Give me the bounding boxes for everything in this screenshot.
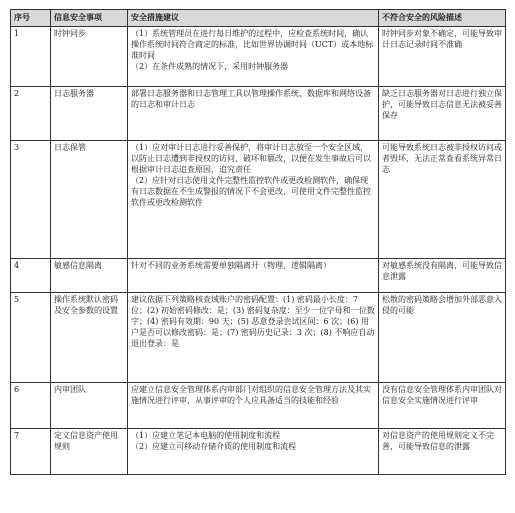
cell-no: 7	[11, 429, 51, 475]
cell-no: 4	[11, 259, 51, 293]
cell-risk: 松散的密码策略会增加外部恶意入侵的可能	[379, 293, 506, 383]
measure-line: 针对不同的业务系统需要单独隔离开（物理、逻辑隔离）	[131, 261, 331, 270]
measure-line: 建议依据下列策略核查域账户的密码配置：(1) 密码最小长度：7 位；(2) 初始密码修改：是；(3) 密码复杂度：至少一位字母和一位数字；(4) 密码有效期：90 天；(5) 恶意登录尝试区间：6 次；(6) 用户是否可以修改密码：是；(7) 密码历史记录：3 次；(8) 不响应自动退出登录：是	[131, 295, 375, 348]
cell-risk: 时钟同步对象不确定，可能导致审计日志记录时间不准确	[379, 27, 506, 87]
header-risk: 不符合安全的风险描述	[379, 10, 506, 27]
measure-line: 应建立信息安全管理体系内审部门对组织的信息安全管理方法及其实施情况进行评审，从事评审的个人应具备适当的技能和经验	[131, 385, 371, 405]
table-row	[11, 141, 506, 259]
table-row	[11, 27, 506, 87]
cell-measures	[128, 27, 379, 87]
measure-line: （1）应对审计日志进行妥善保护，将审计日志放至一个安全区域，以防止日志遭到非授权的访问、破坏和篡改，以便在发生事故后可以根据审计日志追查原因，追究责任	[131, 143, 371, 174]
cell-risk: 缺乏日志服务器对日志进行独立保护，可能导致日志信息无法被妥善保存	[379, 87, 506, 141]
cell-measures	[128, 87, 379, 141]
cell-measures	[128, 141, 379, 259]
measure-line: （2）应针对日志使用文件完整性监控软件或更改检测软件，确保现有日志数据在不生成警报的情况下不会更改，可使用文件完整性监控软件或更改检测软件	[131, 176, 371, 207]
header-no: 序号	[11, 10, 51, 27]
cell-item: 操作系统默认密码及安全参数的设置	[51, 293, 128, 383]
cell-item: 日志保管	[51, 141, 128, 259]
cell-risk: 可能导致系统日志被非授权访问或者毁坏，无法正常查看系统异常日志	[379, 141, 506, 259]
cell-risk: 对信息资产的使用规则定义不完善，可能导致信息的泄露	[379, 429, 506, 475]
measure-line: （1）系统管理员在进行每日维护的过程中，应检查系统时间，确认操作系统时间符合商定的标准，比如世界协调时间（UCT）或本地标准时间	[131, 29, 374, 60]
cell-risk: 对敏感系统没有隔离，可能导致信息泄露	[379, 259, 506, 293]
cell-no: 1	[11, 27, 51, 87]
table-row	[11, 429, 506, 475]
cell-measures	[128, 293, 379, 383]
header-measures: 安全措施建议	[128, 10, 379, 27]
cell-item: 时钟同步	[51, 27, 128, 87]
table-row	[11, 293, 506, 383]
cell-measures	[128, 429, 379, 475]
document-page	[10, 9, 505, 475]
cell-item: 定义信息资产使用规则	[51, 429, 128, 475]
table-row	[11, 259, 506, 293]
cell-item: 敏感信息隔离	[51, 259, 128, 293]
security-measures-table	[10, 9, 506, 475]
cell-no: 3	[11, 141, 51, 259]
cell-item: 内审团队	[51, 383, 128, 429]
cell-no: 2	[11, 87, 51, 141]
cell-measures	[128, 383, 379, 429]
measure-line: （1）应建立笔记本电脑的使用制度和流程	[131, 431, 281, 440]
table-row	[11, 87, 506, 141]
table-header-row	[11, 10, 506, 27]
measure-line: （2）应建立可移动存储介质的使用制度和流程	[131, 442, 297, 451]
measure-line: （2）在条件成熟的情况下，采用时钟服务器	[131, 62, 289, 71]
cell-item: 日志服务器	[51, 87, 128, 141]
cell-no: 6	[11, 383, 51, 429]
cell-no: 5	[11, 293, 51, 383]
header-item: 信息安全事项	[51, 10, 128, 27]
measure-line: 部署日志服务器和日志管理工具以管理操作系统、数据库和网络设备的日志和审计日志	[131, 89, 371, 109]
table-row	[11, 383, 506, 429]
cell-measures	[128, 259, 379, 293]
cell-risk: 没有信息安全管理体系内审团队对信息安全实施情况进行评审	[379, 383, 506, 429]
